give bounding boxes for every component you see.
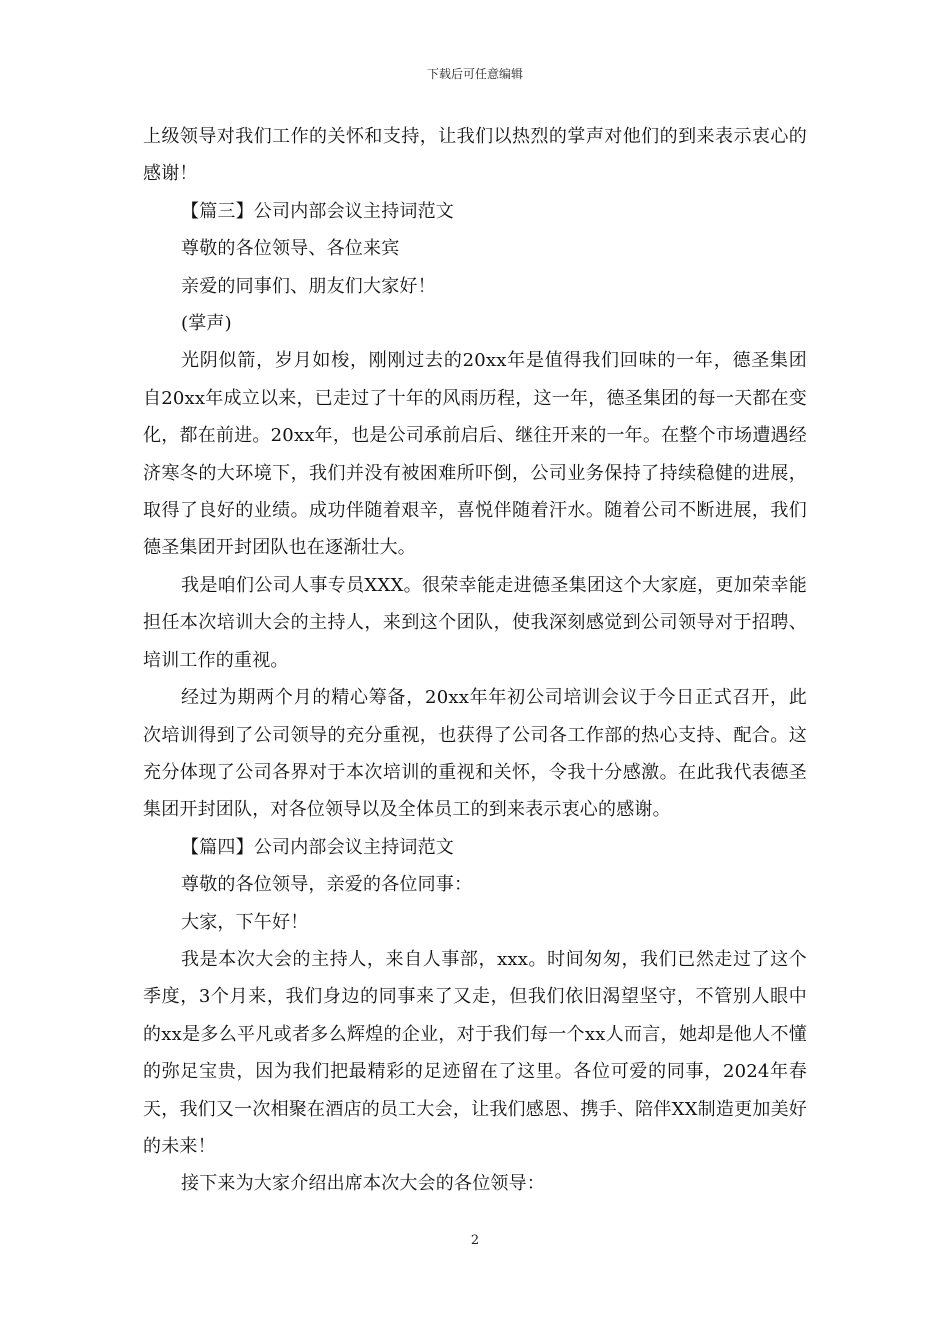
paragraph: 我是咱们公司人事专员XXX。很荣幸能走进德圣集团这个大家庭，更加荣幸能担任本次培训大会的主持人，来到这个团队，使我深刻感觉到公司领导对于招聘、培训工作的重视。	[143, 574, 807, 671]
section-heading: 【篇三】公司内部会议主持词范文	[181, 200, 454, 222]
page-number: 2	[470, 1233, 480, 1248]
stage-direction: (掌声)	[181, 313, 232, 335]
greeting: 大家，下午好！	[181, 911, 309, 933]
paragraph: 接下来为大家介绍出席本次大会的各位领导：	[181, 1173, 545, 1195]
paragraph: 经过为期两个月的精心筹备，20xx年年初公司培训会议于今日正式召开，此次培训得到了公司领导的充分重视，也获得了公司各工作部的热心支持、配合。这充分体现了公司各界对于本次培训的重视和关怀，令我十分感激。在此我代表德圣集团开封团队，对各位领导以及全体员工的到来表示衷心的感谢。	[143, 687, 807, 821]
paragraph: 我是本次大会的主持人，来自人事部，xxx。时间匆匆，我们已然走过了这个季度，3个月来，我们身边的同事来了又走，但我们依旧渴望坚守，不管别人眼中的xx是多么平凡或者多么辉煌的企业，对于我们每一个xx人而言，她却是他人不懂的弥足宝贵，因为我们把最精彩的足迹留在了这里。各位可爱的同事，2024年春天，我们又一次相聚在酒店的员工大会，让我们感恩、携手、陪伴XX制造更加美好的未来！	[143, 948, 807, 1157]
section-heading: 【篇四】公司内部会议主持词范文	[181, 836, 454, 858]
page-header: 下载后可任意编辑	[426, 67, 523, 81]
paragraph: 上级领导对我们工作的关怀和支持，让我们以热烈的掌声对他们的到来表示衷心的感谢！	[143, 126, 807, 185]
salutation: 尊敬的各位领导，亲爱的各位同事：	[181, 874, 473, 896]
document-body	[143, 118, 807, 1203]
salutation: 尊敬的各位领导、各位来宾	[181, 238, 400, 260]
salutation: 亲爱的同事们、朋友们大家好！	[181, 275, 436, 297]
paragraph: 光阴似箭，岁月如梭，刚刚过去的20xx年是值得我们回味的一年，德圣集团自20xx年成立以来，已走过了十年的风雨历程，这一年，德圣集团的每一天都在变化，都在前进。20xx年，也是公司承前启后、继往开来的一年。在整个市场遭遇经济寒冬的大环境下，我们并没有被困难所吓倒，公司业务保持了持续稳健的进展，取得了良好的业绩。成功伴随着艰辛，喜悦伴随着汗水。随着公司不断进展，我们德圣集团开封团队也在逐渐壮大。	[143, 350, 807, 559]
